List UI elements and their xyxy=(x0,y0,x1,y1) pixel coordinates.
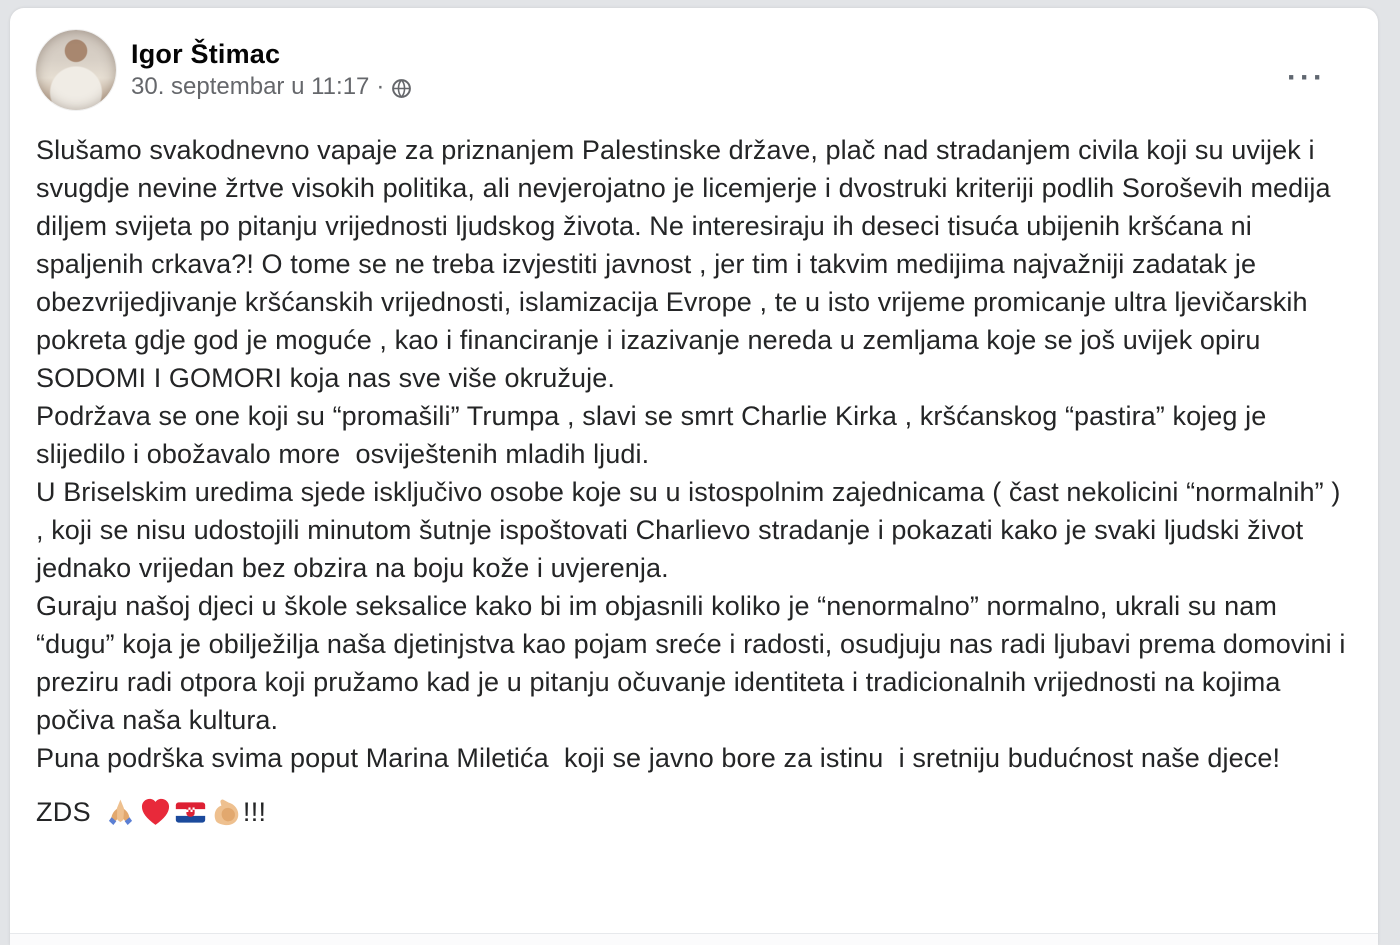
post-paragraph: Puna podrška svima poput Marina Miletića koji se javno bore za istinu i sretniju budućnost naše djece! xyxy=(36,743,1281,773)
post-paragraph: U Briselskim uredima sjede isključivo osobe koje su u istospolnim zajednicama ( čast nekolicini “normalnih” ) , koji se nisu udostojili minutom šutnje ispoštovati Charlievo stradanje i pokazati kako je svaki ljudski život jednako vrijedan bez obzira na boju kože i uvjerenja. xyxy=(36,477,1349,583)
post-signoff xyxy=(36,792,1348,832)
signoff-text-before: ZDS xyxy=(36,797,91,827)
post-paragraph: Podržava se one koji su “promašili” Trumpa , slavi se smrt Charlie Kirka , kršćanskog “pastira” kojeg je slijedilo i obožavalo more osviještenih mladih ljudi. xyxy=(36,401,1274,469)
croatia-flag-emoji xyxy=(174,796,207,829)
post-paragraph: Guraju našoj djeci u škole seksalice kako bi im objasnili koliko je “nenormalno” normalno, ukrali su nam “dugu” koja je obilježilja naša djetinjstva kao pojam sreće i radosti, osudjuju nas radi ljubavi prema domovini i preziru radi otpora koji pružamo kad je u pitanju očuvanje identiteta i tradicionalnih vrijednosti na kojima počiva naša kultura. xyxy=(36,591,1354,735)
globe-public-icon xyxy=(391,78,412,99)
red-heart-emoji xyxy=(139,796,172,829)
post-header xyxy=(36,30,1348,110)
timestamp[interactable]: 30. septembar u 11:17 xyxy=(131,73,370,100)
post-body-text xyxy=(36,131,1354,777)
flexed-biceps-emoji xyxy=(209,796,242,829)
more-options-button[interactable]: ··· xyxy=(1277,62,1336,94)
post-meta[interactable] xyxy=(131,74,412,100)
bottom-divider xyxy=(10,933,1378,945)
post-card xyxy=(10,8,1378,945)
author-name[interactable]: Igor Štimac xyxy=(131,39,281,69)
folded-hands-emoji xyxy=(104,796,137,829)
post-paragraph: Slušamo svakodnevno vapaje za priznanjem Palestinske države, plač nad stradanjem civila koji su uvijek i svugdje nevine žrtve visokih politika, ali nevjerojatno je licemjerje i dvostruki kriteriji podlih Soroševih medija diljem svijeta po pitanju vrijednosti ljudskog života. Ne interesiraju ih deseci tisuća ubijenih kršćana ni spaljenih crkava?! O tome se ne treba izvjestiti javnost , jer tim i takvim medijima najvažniji zadatak je obezvrijedjivanje kršćanskih vrijednosti, islamizacija Evrope , te u isto vrijeme promicanje ultra ljevičarskih pokreta gdje god je moguće , kao i financiranje i izazivanje nereda u zemljama koje se još uvijek opiru SODOMI I GOMORI koja nas sve više okružuje. xyxy=(36,135,1339,393)
meta-separator: · xyxy=(376,73,385,100)
signoff-text-after: !!! xyxy=(242,797,267,827)
avatar[interactable] xyxy=(36,30,116,110)
